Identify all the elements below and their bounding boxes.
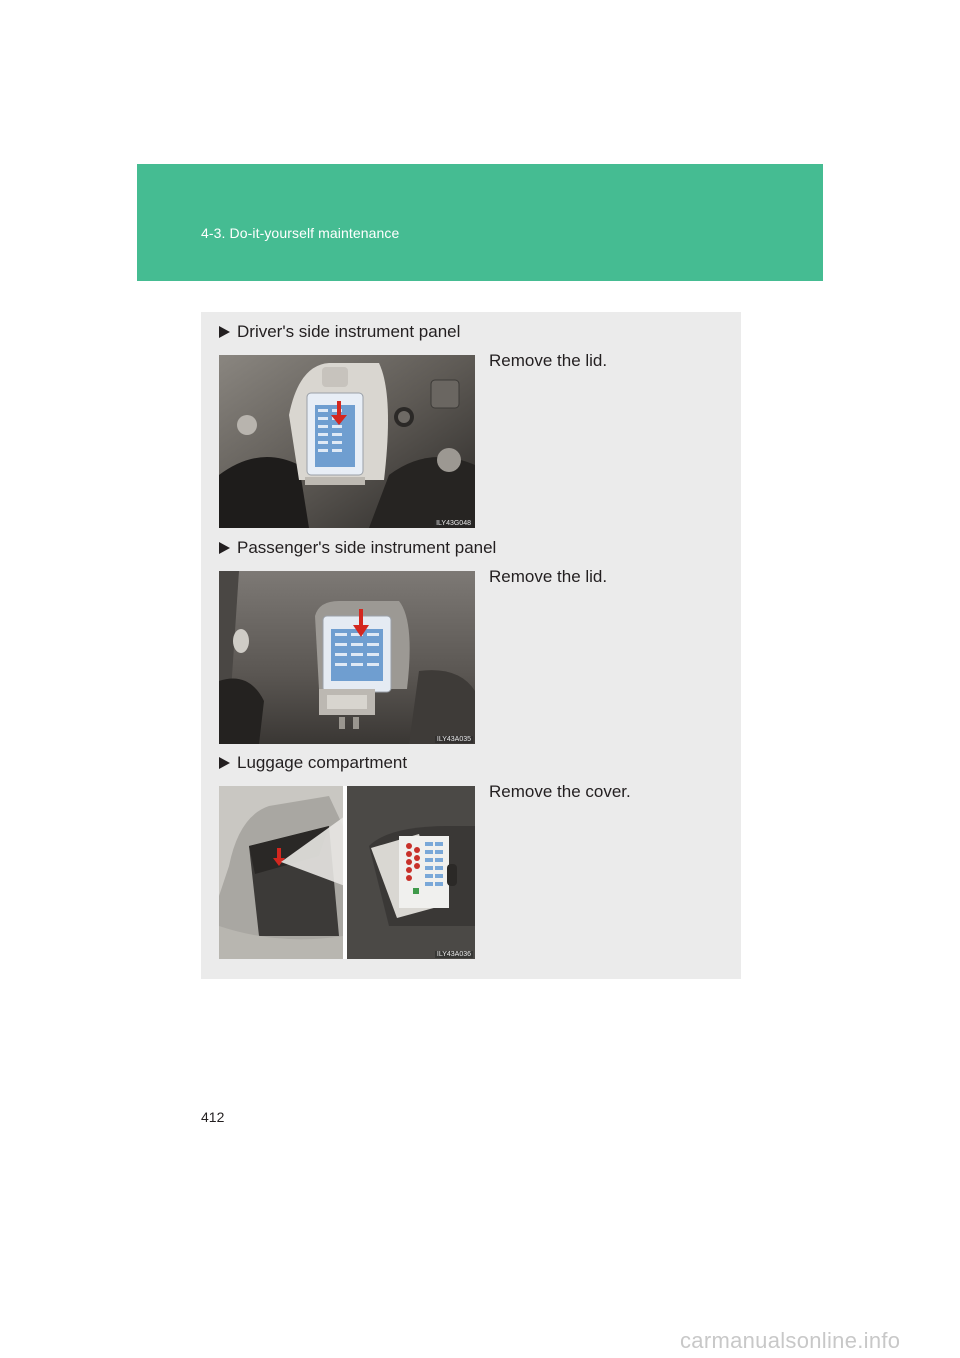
passengers-side-panel-photo [219, 571, 475, 744]
triangle-right-icon [219, 757, 230, 769]
image-code: ILY43G048 [436, 520, 471, 527]
image-code: ILY43A036 [436, 951, 471, 958]
triangle-right-icon [219, 542, 230, 554]
drivers-side-illustration [219, 355, 475, 528]
procedure-panel [201, 312, 741, 979]
item-heading-text: Luggage compartment [237, 753, 408, 772]
triangle-right-icon [219, 326, 230, 338]
page-number: 412 [201, 1109, 225, 1125]
item-heading-text: Passenger's side instrument panel [237, 538, 497, 557]
watermark: carmanualsonline.info [680, 1328, 901, 1353]
luggage-compartment-photo [219, 786, 475, 959]
item-heading-luggage-compartment [219, 753, 407, 773]
instruction-drivers-side: Remove the lid. [489, 351, 608, 370]
passengers-side-illustration [219, 571, 475, 744]
image-code: ILY43A035 [436, 736, 471, 743]
section-title: 4-3. Do-it-yourself maintenance [201, 225, 400, 241]
drivers-side-panel-photo [219, 355, 475, 528]
instruction-passengers-side: Remove the lid. [489, 567, 608, 586]
item-heading-text: Driver's side instrument panel [237, 322, 461, 341]
header-band [137, 164, 823, 281]
instruction-luggage-compartment: Remove the cover. [489, 782, 631, 801]
item-heading-passengers-side [219, 538, 496, 558]
item-heading-drivers-side [219, 322, 460, 342]
luggage-compartment-illustration [219, 786, 475, 959]
